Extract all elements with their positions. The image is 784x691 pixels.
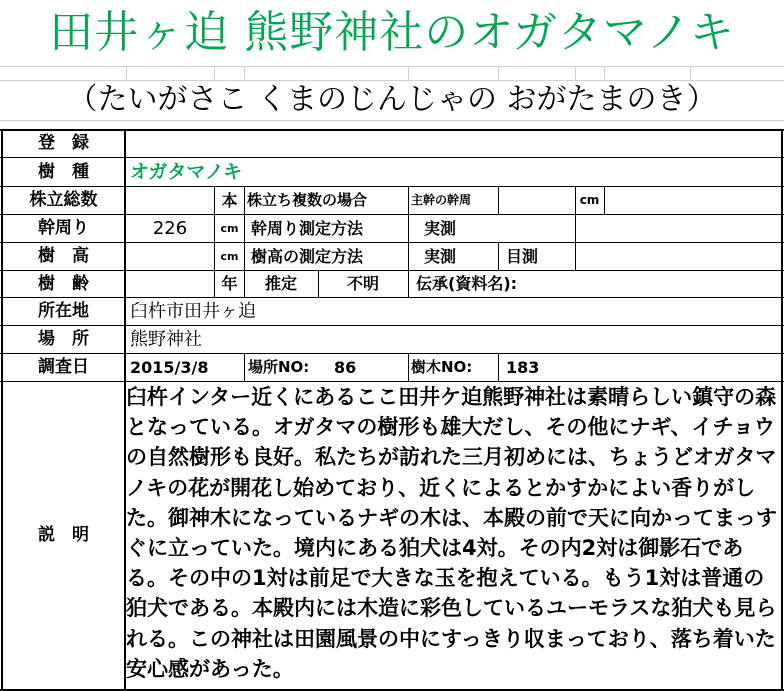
- stem-count-unit: 本: [221, 191, 238, 210]
- col-divider: [408, 353, 409, 381]
- col-divider: [498, 186, 499, 214]
- gridline: [214, 66, 215, 80]
- registration-label: 登 録: [38, 133, 89, 153]
- survey-date-value: 2015/3/8: [130, 358, 209, 377]
- age-unit: 年: [221, 274, 238, 293]
- description-label: 説 明: [38, 525, 89, 545]
- col-divider: [244, 353, 245, 381]
- gridline: [690, 66, 691, 80]
- registration-value: [130, 130, 730, 157]
- location-value: 臼杵市田井ヶ迫: [130, 301, 256, 322]
- col-divider: [408, 270, 409, 297]
- col-divider: [498, 353, 499, 381]
- age-unknown-label: 不明: [346, 274, 379, 293]
- gridline: [0, 120, 784, 121]
- gridline: [244, 66, 245, 80]
- main-trunk-label: 主幹の幹周: [411, 193, 472, 207]
- location-label: 所在地: [38, 301, 89, 321]
- place-no-label: 場所NO:: [248, 358, 310, 376]
- height-method-value: 実測: [424, 247, 457, 266]
- tree-no-value: 183: [506, 358, 540, 377]
- species-label: 樹 種: [38, 162, 89, 182]
- height-method-label: 樹高の測定方法: [251, 247, 364, 266]
- height-label: 樹 高: [38, 246, 89, 266]
- stem-count-label: 株立総数: [29, 190, 98, 210]
- tradition-label: 伝承(資料名):: [416, 274, 518, 293]
- gridline: [408, 66, 409, 80]
- place-value: 熊野神社: [130, 329, 202, 350]
- gridline: [575, 66, 576, 80]
- height-method-option: 目測: [506, 247, 539, 266]
- girth-value: 226: [152, 218, 188, 239]
- multi-stem-label: 株立ち複数の場合: [247, 191, 368, 209]
- girth-label: 幹周り: [38, 218, 89, 238]
- gridline: [0, 66, 784, 67]
- place-label: 場 所: [38, 329, 89, 349]
- col-divider: [408, 186, 409, 270]
- gridline: [126, 66, 127, 80]
- place-no-value: 86: [334, 358, 357, 377]
- girth-method-value: 実測: [424, 219, 457, 238]
- height-unit: cm: [220, 250, 239, 263]
- page-title: 田井ヶ迫 熊野神社のオガタマノキ: [49, 7, 735, 58]
- age-label: 樹 齢: [38, 274, 89, 294]
- col-divider: [604, 186, 605, 214]
- main-trunk-unit: cm: [579, 193, 600, 207]
- page-subtitle-reading: （たいがさこ くまのじんじゃの おがたまのき）: [67, 82, 717, 117]
- col-divider: [498, 242, 499, 270]
- tree-no-label: 樹木NO:: [411, 358, 473, 376]
- description-text: 臼杵インター近くにあるここ田井ケ迫熊野神社は素晴らしい鎮守の森となっている。オガタマの樹形も雄大だし、その他にナギ、イチョウの自然樹形も良好。私たちが訪れた三月初めには、ちょうどオガタマノキの花が開花し始めており、近くによるとかすかによい香りがした。御神木になっているナギの木は、本殿の前で天に向かってまっすぐに立っていた。境内にある狛犬は4対。その内2対は御影石である。その中の1対は前足で大きな玉を抱えている。もう1対は普通の狛犬である。本殿内には木造に彩色しているユーモラスな狛犬も見られる。この神社は田園風景の中にすっきり収まっており、落ち着いた安心感があった。: [126, 385, 777, 681]
- species-value: オガタマノキ: [130, 161, 243, 183]
- survey-date-label: 調査日: [38, 357, 89, 377]
- girth-unit: cm: [220, 222, 239, 235]
- gridline: [604, 66, 605, 80]
- age-estimate-label: 推定: [264, 274, 297, 293]
- girth-method-label: 幹周り測定方法: [251, 219, 364, 238]
- gridline: [498, 66, 499, 80]
